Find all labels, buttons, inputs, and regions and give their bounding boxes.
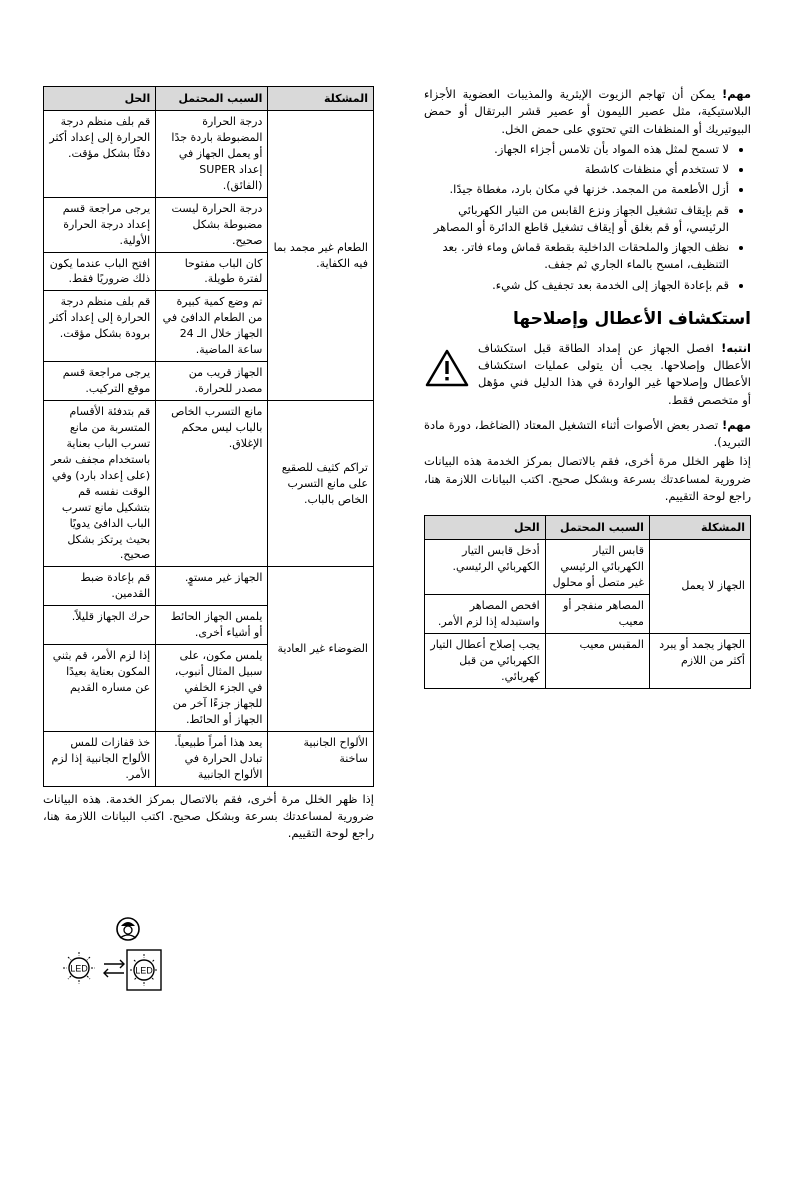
troubleshooting-table-1 <box>424 515 751 689</box>
solution-cell: إذا لزم الأمر، قم بثني المكون بعناية بعيدًا عن مساره القديم <box>44 645 156 732</box>
table-row <box>425 633 751 688</box>
problem-cell: الجهاز يجمد أو يبرد أكثر من اللازم <box>649 633 750 688</box>
cause-cell: درجة الحرارة ليست مضبوطة بشكل صحيح. <box>156 197 268 252</box>
table-row <box>44 111 374 198</box>
right-column <box>424 86 751 689</box>
column-header-cause: السبب المحتمل <box>545 516 649 540</box>
troubleshooting-table-2 <box>43 86 374 787</box>
cause-cell: المصاهر منفجر أو معيب <box>545 594 649 633</box>
led-label: LED <box>70 963 88 974</box>
cause-cell: مانع التسرب الخاص بالباب ليس محكم الإغلاق. <box>156 401 268 567</box>
intro-bullet-list <box>424 141 751 294</box>
noise-important-paragraph <box>424 417 751 452</box>
solution-cell: قم بإعادة ضبط القدمين. <box>44 567 156 606</box>
column-header-problem: المشكلة <box>649 516 750 540</box>
column-header-solution: الحل <box>425 516 546 540</box>
problem-cell: الألواح الجانبية ساخنة <box>268 731 374 786</box>
troubleshooting-heading: استكشاف الأعطال وإصلاحها <box>512 308 751 329</box>
column-header-problem: المشكلة <box>268 87 374 111</box>
table-row <box>44 567 374 606</box>
intro-bullet: • قم بإعادة الجهاز إلى الخدمة بعد تجفيف كل شيء. <box>424 277 729 294</box>
solution-cell: افتح الباب عندما يكون ذلك ضروريًا فقط. <box>44 252 156 291</box>
led-label: LED <box>135 965 153 976</box>
intro-bullet: • لا تسمح لمثل هذه المواد بأن تلامس أجزاء الجهاز. <box>424 141 729 158</box>
cause-cell: يعد هذا أمراً طبيعياً. تبادل الحرارة في الألواح الجانبية <box>156 731 268 786</box>
left-column <box>43 86 374 844</box>
cause-cell: يلمس الجهاز الحائط أو أشياء أخرى. <box>156 606 268 645</box>
intro-bullet: • نظف الجهاز والملحقات الداخلية بقطعة قماش وماء فاتر. بعد التنظيف، امسح بالماء الجاري ثم جفف. <box>424 239 729 274</box>
intro-important-text: يمكن أن تهاجم الزيوت الإيثرية والمذيبات العضوية الأجزاء البلاستيكية، مثل عصير الليمون أو عصير قشر البرتقال أو حمض البيوتيريك أو المنظفات التي تحتوي على حمض الخل. <box>424 87 751 136</box>
problem-cell: الضوضاء غير العادية <box>268 567 374 731</box>
service-technician-icon <box>117 918 139 940</box>
cause-cell: يلمس مكون، على سبيل المثال أنبوب، في الجزء الخلفي للجهاز جزءًا آخر من الجهاز أو الحائط. <box>156 645 268 732</box>
warning-triangle-icon <box>424 348 470 388</box>
problem-cell: تراكم كثيف للصقيع على مانع التسرب الخاص بالباب. <box>268 401 374 567</box>
intro-important-label: مهم! <box>722 87 751 101</box>
cause-cell: الجهاز غير مستوٍ. <box>156 567 268 606</box>
table-row <box>44 731 374 786</box>
warning-text: افصل الجهاز عن إمداد الطاقة قبل استكشاف الأعطال وإصلاحها. يجب أن يتولى عمليات استكشاف الأعطال وإصلاحها غير الواردة في هذا الدليل فني مؤهل أو متخصص فقط. <box>478 340 751 407</box>
column-header-solution: الحل <box>44 87 156 111</box>
warning-paragraph <box>478 340 751 409</box>
service-paragraph: إذا ظهر الخلل مرة أخرى، فقم بالاتصال بمركز الخدمة هذه البيانات ضرورية لمساعدتك بسرعة وبشكل صحيح. اكتب البيانات اللازمة هنا، راجع لوحة التقييم. <box>424 454 751 503</box>
solution-cell: أدخل قابس التيار الكهربائي الرئيسي. <box>425 540 546 595</box>
solution-cell: يرجى مراجعة قسم إعداد درجة الحرارة الأولية. <box>44 197 156 252</box>
table-row <box>44 401 374 567</box>
solution-cell: قم بلف منظم درجة الحرارة إلى إعداد أكثر برودة بشكل مؤقت. <box>44 291 156 362</box>
intro-bullet: • قم بإيقاف تشغيل الجهاز ونزع القابس من التيار الكهربائي الرئيسي، أو قم بغلق أو إيقاف تشغيل قاطع الدائرة أو المصاهر <box>424 202 729 237</box>
cause-cell: الجهاز قريب من مصدر للحرارة. <box>156 362 268 401</box>
led-lamp-icon <box>63 952 95 984</box>
noise-important-label: مهم! <box>722 417 751 432</box>
noise-important-text: تصدر بعض الأصوات أثناء التشغيل المعتاد (الضاغط، دورة مادة التبريد). <box>424 417 751 450</box>
exchange-arrows-icon <box>104 960 124 977</box>
solution-cell: حرك الجهاز قليلاً. <box>44 606 156 645</box>
cause-cell: تم وضع كمية كبيرة من الطعام الدافئ في الجهاز خلال الـ 24 ساعة الماضية. <box>156 291 268 362</box>
problem-cell: الطعام غير مجمد بما فيه الكفاية. <box>268 111 374 401</box>
solution-cell: يرجى مراجعة قسم موقع التركيب. <box>44 362 156 401</box>
intro-bullet: • أزل الأطعمة من المجمد. خزنها في مكان بارد، مغطاة جيدًا. <box>424 181 729 198</box>
cause-cell: كان الباب مفتوحا لفترة طويلة. <box>156 252 268 291</box>
led-lamp-icon <box>127 950 161 990</box>
warning-label: انتبه! <box>721 340 751 355</box>
cause-cell: المقبس معيب <box>545 633 649 688</box>
warning-box <box>424 340 751 411</box>
intro-important-paragraph <box>424 86 751 138</box>
solution-cell: قم بلف منظم درجة الحرارة إلى إعداد أكثر دفئًا بشكل مؤقت. <box>44 111 156 198</box>
problem-cell: الجهاز لا يعمل <box>649 540 750 634</box>
solution-cell: خذ قفازات للمس الألواح الجانبية إذا لزم الأمر. <box>44 731 156 786</box>
solution-cell: افحص المصاهر واستبدله إذا لزم الأمر. <box>425 594 546 633</box>
cause-cell: درجة الحرارة المضبوطة باردة جدًا أو يعمل الجهاز في إعداد SUPER (الفائق). <box>156 111 268 198</box>
solution-cell: قم بتدفئة الأقسام المتسربة من مانع تسرب الباب بعناية باستخدام مجفف شعر (على إعداد بارد) وفي الوقت نفسه قم بتشكيل مانع تسرب الباب الدافئ يدويًا بحيث يرتكز بشكل صحيح. <box>44 401 156 567</box>
table-row <box>425 540 751 595</box>
cause-cell: قابس التيار الكهربائي الرئيسي غير متصل أو محلول <box>545 540 649 595</box>
left-footer-paragraph: إذا ظهر الخلل مرة أخرى، فقم بالاتصال بمركز الخدمة. هذه البيانات ضرورية لمساعدتك بسرعة وبشكل صحيح. اكتب البيانات اللازمة هنا، راجع لوحة التقييم. <box>43 791 374 841</box>
solution-cell: يجب إصلاح أعطال التيار الكهربائي من قبل كهربائي. <box>425 633 546 688</box>
intro-bullet: • لا تستخدم أي منظفات كاشطة <box>424 161 729 178</box>
column-header-cause: السبب المحتمل <box>156 87 268 111</box>
led-replacement-figure <box>60 916 200 996</box>
